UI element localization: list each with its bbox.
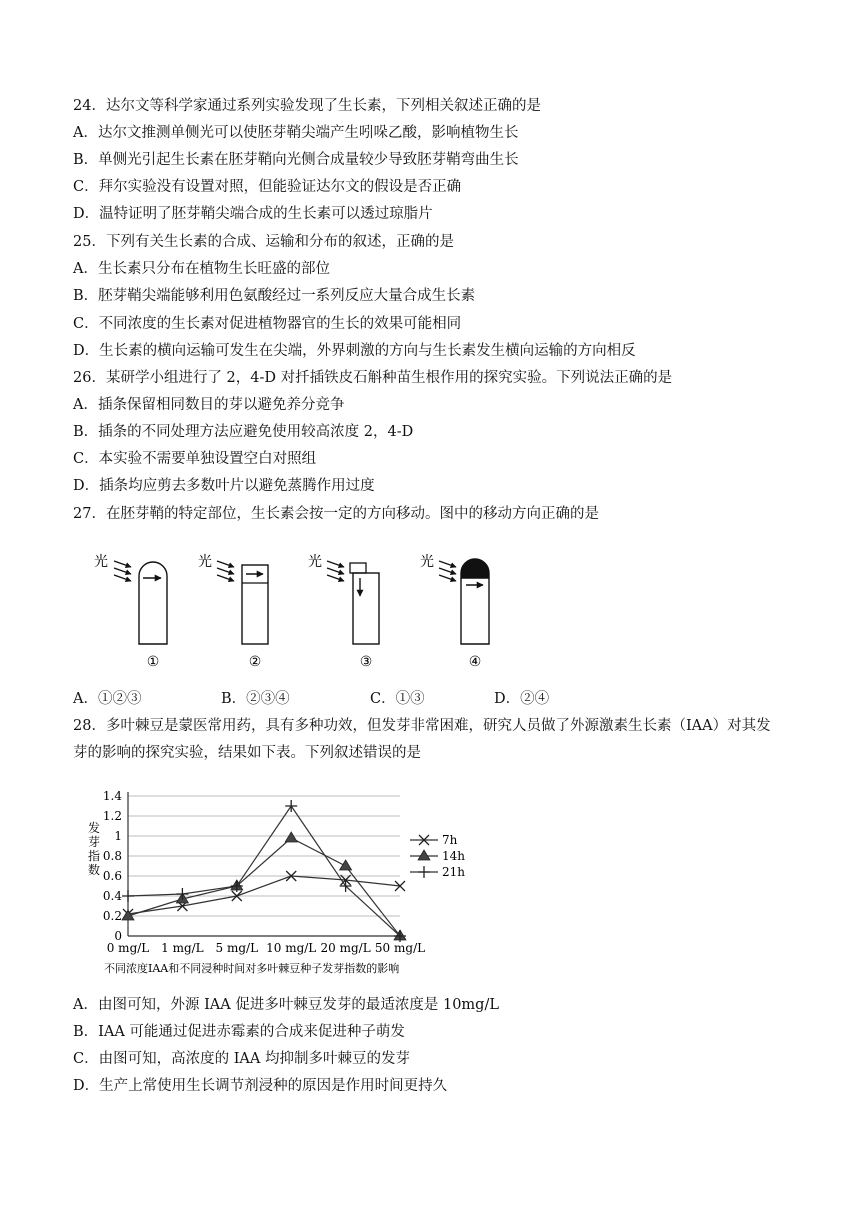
y-tick-label: 0.4 <box>102 889 122 903</box>
y-tick-label: 0 <box>114 929 122 943</box>
figure-label-4: ④ <box>468 654 482 670</box>
figure-label-1: ① <box>146 654 160 670</box>
q25-option-a: A．生长素只分布在植物生长旺盛的部位 <box>73 261 330 277</box>
y-tick-label: 0.6 <box>102 869 122 883</box>
q27-option-d: D．②④ <box>494 691 550 707</box>
data-point-14h <box>340 860 352 870</box>
light-label: 光 <box>420 554 434 570</box>
q27-stem: 27．在胚芽鞘的特定部位，生长素会按一定的方向移动。图中的移动方向正确的是 <box>73 506 599 522</box>
chart-title: 不同浓度IAA和不同浸种时间对多叶棘豆种子发芽指数的影响 <box>104 962 400 975</box>
figure-3 <box>308 553 379 670</box>
q28-option-d: D．生产上常使用生长调节剂浸种的原因是作用时间更持久 <box>73 1078 448 1094</box>
coleoptile-figure <box>90 548 510 678</box>
y-tick-label: 0.8 <box>102 849 122 863</box>
light-rays <box>439 561 456 581</box>
figure-4 <box>420 553 489 670</box>
q27-option-b: B．②③④ <box>221 691 290 707</box>
q24-option-d: D．温特证明了胚芽鞘尖端合成的生长素可以透过琼脂片 <box>73 206 433 222</box>
q25-option-b: B．胚芽鞘尖端能够利用色氨酸经过一系列反应大量合成生长素 <box>73 288 476 304</box>
x-tick-label: 1 mg/L <box>161 941 204 955</box>
legend-label: 7h <box>442 833 458 847</box>
q27-option-c: C．①③ <box>370 691 425 707</box>
figure-label-2: ② <box>248 654 262 670</box>
x-tick-label: 10 mg/L <box>266 941 317 955</box>
q26-option-d: D．插条均应剪去多数叶片以避免蒸腾作用过度 <box>73 478 375 494</box>
light-rays <box>327 561 344 581</box>
figure-label-3: ③ <box>359 654 373 670</box>
q28-option-c: C．由图可知，高浓度的 IAA 均抑制多叶棘豆的发芽 <box>73 1051 410 1067</box>
legend-marker <box>418 850 430 860</box>
q24-option-a: A．达尔文推测单侧光可以使胚芽鞘尖端产生吲哚乙酸，影响植物生长 <box>73 125 519 141</box>
y-tick-label: 0.2 <box>102 909 122 923</box>
data-point-21h <box>122 890 134 902</box>
legend-label: 21h <box>442 865 465 879</box>
q25-option-d: D．生长素的横向运输可发生在尖端，外界刺激的方向与生长素发生横向运输的方向相反 <box>73 343 636 359</box>
q28-stem-line-2: 芽的影响的探究实验，结果如下表。下列叙述错误的是 <box>73 745 421 761</box>
q24-option-b: B．单侧光引起生长素在胚芽鞘向光侧合成量较少导致胚芽鞘弯曲生长 <box>73 152 519 168</box>
y-tick-label: 1.4 <box>102 789 122 803</box>
q26-option-a: A．插条保留相同数目的芽以避免养分竞争 <box>73 397 345 413</box>
data-point-14h <box>285 832 297 842</box>
coleoptile-4 <box>461 578 489 644</box>
q26-option-c: C．本实验不需要单独设置空白对照组 <box>73 451 317 467</box>
light-label: 光 <box>308 554 322 570</box>
light-label: 光 <box>94 554 108 570</box>
data-point-21h <box>285 800 297 812</box>
opaque-cap <box>461 559 489 578</box>
coleoptile-1 <box>139 562 167 644</box>
q28-option-a: A．由图可知，外源 IAA 促进多叶棘豆发芽的最适浓度是 10mg/L <box>73 997 499 1013</box>
y-axis-label: 发芽指数 <box>87 821 101 877</box>
q24-option-c: C．拜尔实验没有设置对照，但能验证达尔文的假设是否正确 <box>73 179 462 195</box>
series-line-14h <box>128 838 400 936</box>
light-rays <box>217 561 234 581</box>
q27-option-a: A．①②③ <box>73 691 142 707</box>
q26-stem: 26．某研学小组进行了 2，4-D 对扦插铁皮石斛种苗生根作用的探究实验。下列说法正确的是 <box>73 370 673 386</box>
legend-marker <box>418 866 430 878</box>
x-tick-label: 20 mg/L <box>320 941 371 955</box>
x-tick-label: 5 mg/L <box>215 941 259 955</box>
figure-2 <box>198 553 268 670</box>
x-tick-label: 0 mg/L <box>106 941 150 955</box>
q24-stem: 24．达尔文等科学家通过系列实验发现了生长素，下列相关叙述正确的是 <box>73 98 541 114</box>
coleoptile-2 <box>242 565 268 644</box>
q25-stem: 25．下列有关生长素的合成、运输和分布的叙述，正确的是 <box>73 234 454 250</box>
q28-stem-line-1: 28．多叶棘豆是蒙医常用药，具有多种功效，但发芽非常困难，研究人员做了外源激素生长素（IAA）对其发 <box>73 718 771 734</box>
y-tick-label: 1.2 <box>102 809 122 823</box>
q28-option-b: B．IAA 可能通过促进赤霉素的合成来促进种子萌发 <box>73 1024 405 1040</box>
light-label: 光 <box>198 554 212 570</box>
y-tick-label: 1 <box>114 829 122 843</box>
figure-1 <box>94 553 167 670</box>
x-tick-label: 50 mg/L <box>374 941 426 955</box>
light-rays <box>114 561 131 581</box>
legend-label: 14h <box>442 849 465 863</box>
q26-option-b: B．插条的不同处理方法应避免使用较高浓度 2，4-D <box>73 424 414 440</box>
agar-block <box>350 563 366 573</box>
coleoptile-3 <box>353 573 379 644</box>
germination-chart <box>82 772 492 982</box>
q25-option-c: C．不同浓度的生长素对促进植物器官的生长的效果可能相同 <box>73 316 462 332</box>
